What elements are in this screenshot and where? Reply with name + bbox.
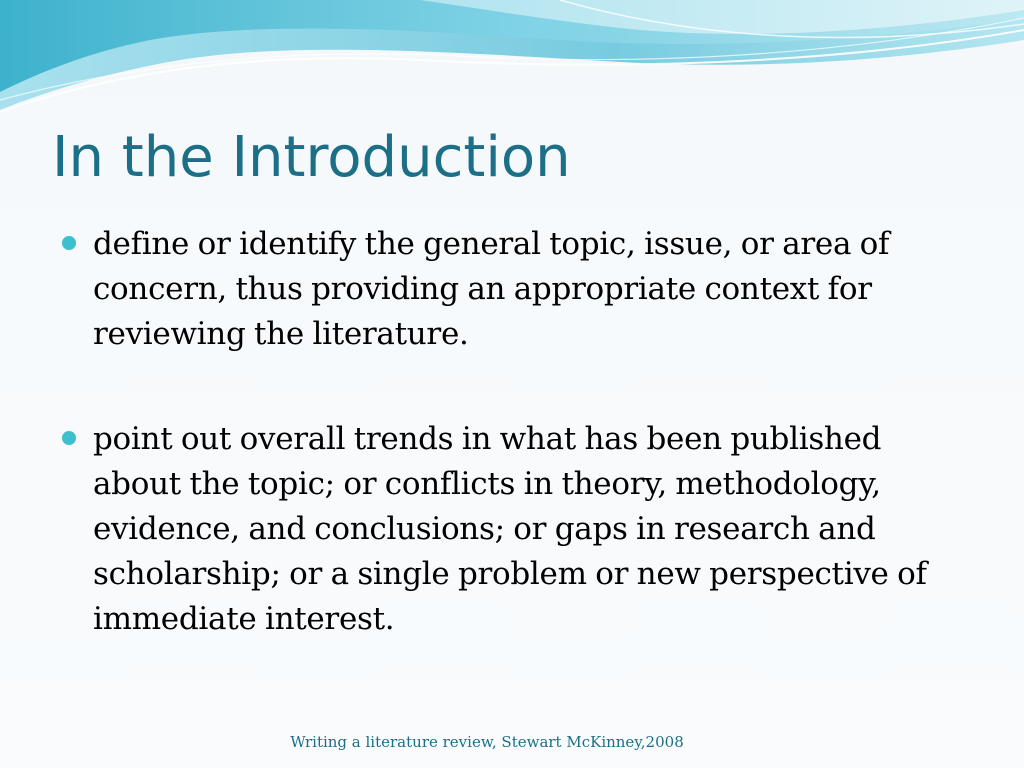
slide-footer xyxy=(0,732,974,752)
wave-header-decoration xyxy=(0,0,1024,130)
bullet-marker-icon xyxy=(62,236,76,250)
bullet-item xyxy=(62,222,962,357)
bullet-text: point out overall trends in what has been published about the topic; or conflicts in theory, methodology, evidence, and conclusions; or gaps in research and scholarship; or a single problem or new perspective of immediate interest. xyxy=(93,421,927,637)
bullet-marker-icon xyxy=(62,431,76,445)
bullet-text: define or identify the general topic, issue, or area of concern, thus providing an appropriate context for reviewing the literature. xyxy=(93,226,890,352)
slide-title: In the Introduction xyxy=(52,125,571,190)
bullet-item xyxy=(62,417,962,642)
footer-citation: Writing a literature review, Stewart McKinney,2008 xyxy=(290,733,684,751)
bullet-list xyxy=(62,222,962,642)
